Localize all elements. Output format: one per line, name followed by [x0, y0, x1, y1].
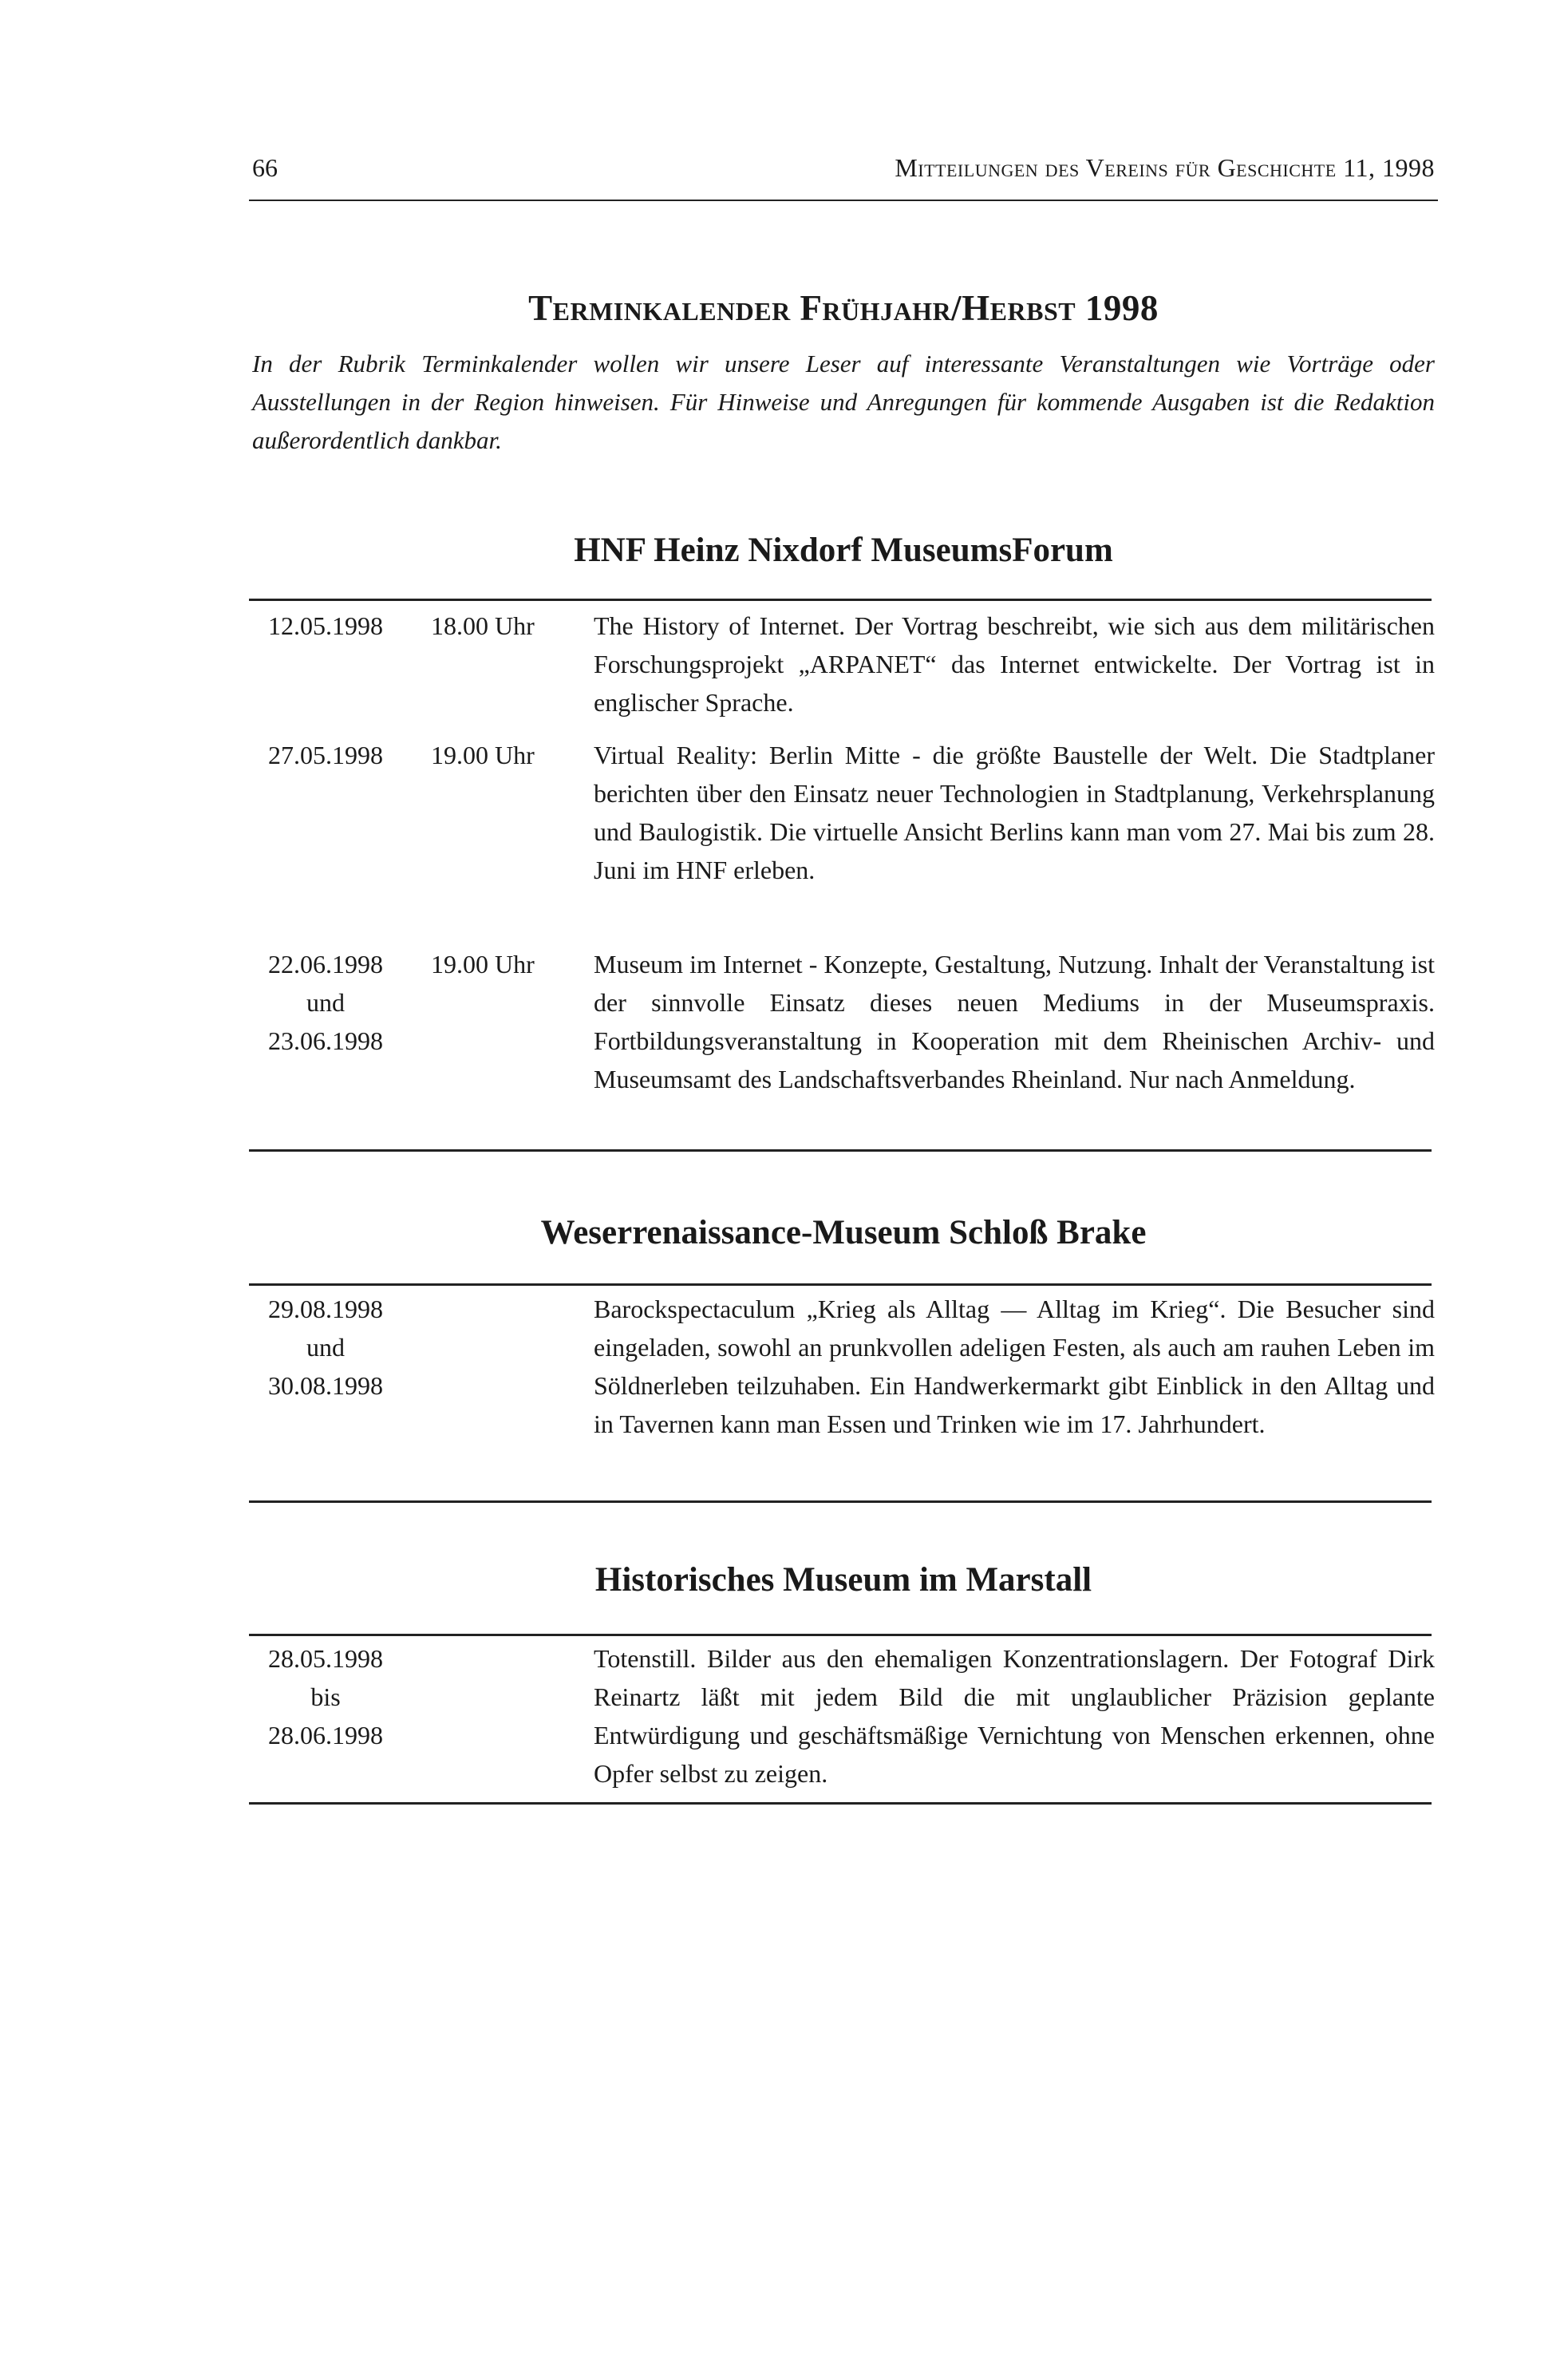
event-date-line: und: [306, 988, 345, 1017]
page-number: 66: [252, 153, 278, 182]
event-date-line: und: [306, 1333, 345, 1362]
event-date-line: 23.06.1998: [268, 1026, 383, 1055]
event-description: Barockspectaculum „Krieg als Alltag — Alltag im Krieg“. Die Besucher sind eingeladen, sowohl an prunkvollen adeligen Festen, als auch am rauhen Leben im Söldnerleben teilzuhaben. Ein Handwerkermarkt gibt Einblick in den Alltag und in Tavernen kann man Essen und Trinken wie im 17. Jahrhundert.: [594, 1295, 1435, 1438]
event-date-line: 27.05.1998: [268, 741, 383, 769]
event-description: The History of Internet. Der Vortrag beschreibt, wie sich aus dem militärischen Forschungsprojekt „ARPANET“ das Internet entwickelte. Der Vortrag ist in englischer Sprache.: [594, 611, 1435, 717]
section-title-marstall: Historisches Museum im Marstall: [594, 1561, 1092, 1599]
event-time: 19.00 Uhr: [431, 950, 535, 978]
event-date: [252, 945, 399, 1060]
page-title: Terminkalender Frühjahr/Herbst 1998: [528, 288, 1159, 328]
event-time: 19.00 Uhr: [431, 741, 535, 769]
section-bottom-rule: [249, 1500, 1432, 1503]
event-time: 18.00 Uhr: [431, 611, 535, 640]
section-title-hnf: HNF Heinz Nixdorf MuseumsForum: [574, 532, 1113, 569]
section-top-rule: [249, 1634, 1432, 1636]
section-title-weserrenaissance: Weserrenaissance-Museum Schloß Brake: [540, 1214, 1147, 1251]
event-date-line: 29.08.1998: [268, 1295, 383, 1323]
event-date-line: 12.05.1998: [268, 611, 383, 640]
event-description: Totenstill. Bilder aus den ehemaligen Konzentrationslagern. Der Fotograf Dirk Reinartz läßt mit jedem Bild die mit unglaublicher Präzision geplante Entwürdigung und geschäftsmäßige Vernichtung von Menschen erkennen, ohne Opfer selbst zu zeigen.: [594, 1644, 1435, 1788]
event-date-line: 22.06.1998: [268, 950, 383, 978]
event-date-line: 28.05.1998: [268, 1644, 383, 1673]
event-date: [252, 607, 399, 645]
header-rule: [249, 200, 1438, 201]
event-description: Museum im Internet - Konzepte, Gestaltung, Nutzung. Inhalt der Veranstaltung ist der sinnvolle Einsatz dieses neuen Mediums in der Museumspraxis. Fortbildungsveranstaltung in Kooperation mit dem Rheinischen Archiv- und Museumsamt des Landschaftsverbandes Rheinland. Nur nach Anmeldung.: [594, 950, 1435, 1093]
event-date: [252, 1639, 399, 1754]
section-bottom-rule: [249, 1802, 1432, 1805]
section-bottom-rule: [249, 1149, 1432, 1152]
event-date: [252, 1290, 399, 1405]
intro-paragraph: In der Rubrik Terminkalender wollen wir unsere Leser auf interessante Veranstaltungen wie Vorträge oder Ausstellungen in der Region hinweisen. Für Hinweise und Anregungen für kommende Ausgaben ist die Redaktion außerordentlich dankbar.: [252, 350, 1435, 454]
event-date-line: 28.06.1998: [268, 1721, 383, 1749]
journal-title: Mitteilungen des Vereins für Geschichte 11, 1998: [895, 153, 1435, 182]
section-top-rule: [249, 599, 1432, 601]
event-date: [252, 736, 399, 774]
event-description: Virtual Reality: Berlin Mitte - die größte Baustelle der Welt. Die Stadtplaner berichten über den Einsatz neuer Technologien in Stadtplanung, Verkehrsplanung und Baulogistik. Die virtuelle Ansicht Berlins kann man vom 27. Mai bis zum 28. Juni im HNF erleben.: [594, 741, 1435, 884]
event-date-line: bis: [310, 1682, 341, 1711]
event-date-line: 30.08.1998: [268, 1371, 383, 1400]
section-top-rule: [249, 1283, 1432, 1286]
